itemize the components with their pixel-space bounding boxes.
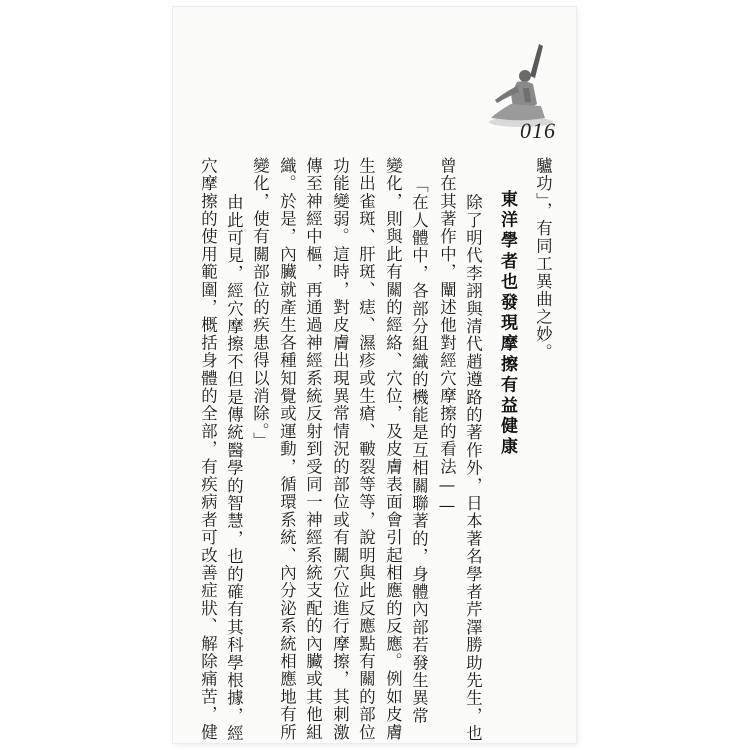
quote-column: 變化，則與此有關的經絡、穴位，及皮膚表面會引起相應的反應。例如皮膚: [383, 157, 403, 742]
quote-column: 功能變弱。這時，對皮膚出現異常情況的部位或有關穴位進行摩擦，其刺激: [330, 157, 350, 742]
quote-column: 變化，使有關部位的疾患得以消除。」: [250, 157, 270, 450]
quote-column: 傳至神經中樞，再通過神經系統反射到受同一神經系統支配的內臟或其他組: [303, 157, 323, 742]
text-column: 由此可見，經穴摩擦不但是傳統醫學的智慧，也的確有其科學根據，經: [224, 176, 244, 743]
exercise-figure-illustration: [483, 42, 561, 130]
quote-column: 「在人體中，各部分組織的機能是互相關聯著的，身體內部若發生異常: [409, 176, 429, 725]
quote-column: 生出雀斑、肝斑、痣、濕疹或生瘡、皸裂等等，說明與此反應點有關的部位: [356, 157, 376, 742]
text-column: 除了明代李詡與清代趙遵路的著作外，日本著名學者芹澤勝助先生，也: [463, 176, 483, 743]
page-number: 016: [520, 118, 556, 143]
text-column: 穴摩擦的使用範圍，概括身體的全部，有疾病者可改善症狀、解除痛苦，健: [198, 157, 218, 742]
text-column: 曾在其著作中，闡述他對經穴摩擦的看法——: [437, 157, 457, 517]
text-column: 驢功」，有同工異曲之妙。: [533, 157, 553, 362]
quote-column: 織。於是，內臟就產生各種知覺或運動，循環系統、內分泌系統相應地有所: [277, 157, 297, 742]
section-heading: 東洋學者也發現摩擦有益健康: [497, 190, 517, 458]
